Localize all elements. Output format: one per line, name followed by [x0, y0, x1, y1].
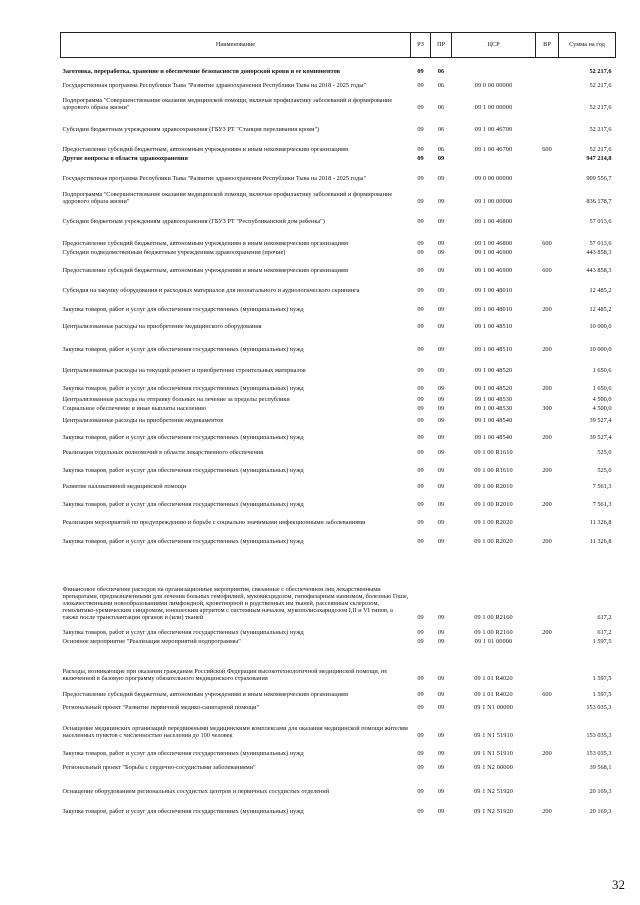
cell-vr: [536, 275, 559, 295]
cell-sum: 52 217,6: [589, 82, 612, 90]
table-row: [61, 58, 616, 76]
cell-sum: 4 500,0: [592, 405, 612, 413]
table-row: [61, 112, 616, 134]
cell-name: Закупка товаров, работ и услуг для обеспечения государственных (муниципальных) нужд: [62, 346, 304, 354]
cell-pr: 09: [437, 249, 445, 257]
cell-vr: 200: [542, 434, 552, 442]
cell-vr: [536, 90, 559, 112]
cell-name: Подпрограмма "Совершенствование оказания медицинской помощи, включая профилактику заболеваний и формирование здорового образа жизни": [62, 97, 393, 112]
cell-name: Подпрограмма "Совершенствование оказания медицинской помощи, включая профилактику заболеваний и формирование здорового образа жизни": [62, 191, 393, 206]
cell-sum: 1 597,5: [592, 691, 612, 699]
cell-vr: 200: [542, 629, 552, 637]
cell-name: Финансовое обеспечение расходов на организационные мероприятия, связанные с обеспечением лиц лекарственными препаратами, предназначенными для лечения больных гемофилией, муковисцидозом, гипофизарным нанизмом, болезнью Гоше, злокачественными новообразованиями лимфоидной, кроветворной и родственных им тканей, рассеянным склерозом, гемолитико-уремическим синдромом, юношеским артритом с системным началом, мукополисахаридозом I,II и VI типов, а также после трансплантации органов и (или) тканей: [62, 586, 409, 622]
cell-csr: 09 1 00 R2160: [474, 614, 513, 622]
cell-csr: 09 1 00 R1610: [474, 467, 513, 475]
table-row: [61, 712, 616, 740]
cell-vr: [536, 354, 559, 375]
cell-rz: 09: [417, 417, 424, 425]
cell-rz: 09: [417, 629, 424, 637]
cell-pr: 09: [437, 218, 445, 226]
table-row: [61, 527, 616, 546]
header-pr: ПР: [431, 33, 452, 58]
cell-name: Заготовка, переработка, хранение и обеспечение безопасности донорской крови и ее компонентов: [62, 68, 340, 76]
cell-name: Государственная программа Республики Тыва "Развитие здравоохранения Республики Тыва на 2018 - 2025 годы": [62, 82, 367, 90]
cell-vr: [536, 206, 559, 226]
cell-vr: [536, 163, 559, 183]
cell-name: Государственная программа Республики Тыва "Развитие здравоохранения Республики Тыва на 2018 - 2025 годы": [62, 175, 367, 183]
cell-name: Предоставление субсидий бюджетным, автономным учреждениям и иным некоммерческим организациям: [62, 691, 348, 699]
cell-vr: [536, 183, 559, 206]
cell-rz: 09: [417, 218, 424, 226]
header-sum: Сумма на год: [559, 33, 616, 58]
cell-vr: 600: [542, 240, 552, 248]
cell-name: Расходы, возникающие при оказании гражданам Российской Федерации высокотехнологичной медицинской помощи, не включенной в базовую программу обязательного медицинского страхования: [62, 668, 388, 683]
cell-sum: 1 650,6: [592, 367, 612, 375]
table-row: [61, 491, 616, 509]
cell-name: Социальное обеспечение и иные выплаты населению: [62, 405, 206, 413]
table-row: [61, 154, 616, 163]
cell-csr: 09 1 00 48540: [474, 417, 513, 425]
cell-pr: 09: [437, 538, 445, 546]
cell-pr: 06: [437, 146, 445, 154]
cell-csr: 09 1 00 R2020: [474, 519, 513, 527]
cell-csr: 09 1 00 00000: [474, 104, 513, 112]
cell-vr: [536, 646, 559, 683]
cell-rz: 09: [417, 155, 424, 163]
cell-sum: 39 527,4: [589, 417, 612, 425]
cell-name: Закупка товаров, работ и услуг для обеспечения государственных (муниципальных) нужд: [62, 467, 304, 475]
cell-csr: 09 0 00 00000: [474, 175, 513, 183]
cell-vr: [536, 637, 559, 646]
cell-sum: 57 013,6: [589, 240, 612, 248]
cell-name: Реализация мероприятий по предупреждению и борьбе с социально значимыми инфекционными заболеваниями: [62, 519, 366, 527]
cell-pr: 09: [437, 808, 445, 816]
cell-vr: [536, 154, 559, 163]
table-row: [61, 413, 616, 425]
cell-sum: 443 858,3: [586, 249, 612, 257]
cell-pr: 09: [437, 675, 445, 683]
cell-sum: 909 556,7: [586, 175, 612, 183]
cell-name: Субсидия на закупку оборудования и расходных материалов для неонатального и аудиологического скрининга: [62, 287, 360, 295]
cell-csr: 09 1 00 46900: [474, 249, 513, 257]
cell-pr: 09: [437, 483, 445, 491]
cell-pr: 09: [437, 449, 445, 457]
cell-pr: 09: [437, 764, 445, 772]
cell-sum: 52 217,6: [589, 104, 612, 112]
cell-vr: 200: [542, 538, 552, 546]
cell-csr: 09 1 01 00000: [474, 638, 513, 646]
cell-csr: 09 1 00 46800: [474, 240, 513, 248]
cell-vr: [536, 758, 559, 772]
cell-rz: 09: [417, 750, 424, 758]
cell-sum: 153 035,3: [586, 750, 612, 758]
cell-sum: 39 568,1: [589, 764, 612, 772]
cell-sum: 617,2: [597, 614, 612, 622]
cell-sum: 20 169,3: [589, 788, 612, 796]
cell-name: Предоставление субсидий бюджетным, автономным учреждениям и иным некоммерческим организациям: [62, 267, 348, 275]
cell-rz: 09: [417, 146, 424, 154]
cell-rz: 09: [417, 405, 424, 413]
cell-rz: 09: [417, 346, 424, 354]
cell-pr: 09: [437, 240, 445, 248]
cell-pr: 09: [437, 306, 445, 314]
cell-rz: 09: [417, 449, 424, 457]
table-row: [61, 295, 616, 314]
cell-rz: 09: [417, 240, 424, 248]
cell-name: Субсидии бюджетным учреждениям здравоохранения (ГБУЗ РТ "Республиканский дом ребенка"): [62, 218, 325, 226]
cell-vr: [536, 248, 559, 257]
cell-name: Закупка товаров, работ и услуг для обеспечения государственных (муниципальных) нужд: [62, 750, 304, 758]
cell-csr: 09 1 00 46700: [474, 126, 513, 134]
cell-name: Предоставление субсидий бюджетным, автономным учреждениям и иным некоммерческим организациям: [62, 146, 348, 154]
cell-sum: 153 035,3: [586, 732, 612, 740]
cell-pr: 06: [437, 104, 445, 112]
table-row: [61, 331, 616, 354]
cell-csr: 09 1 00 48520: [474, 367, 513, 375]
cell-csr: 09 1 01 R4020: [474, 691, 513, 699]
cell-vr: [536, 699, 559, 712]
cell-sum: 525,0: [597, 449, 612, 457]
cell-pr: 09: [437, 519, 445, 527]
cell-vr: 200: [542, 750, 552, 758]
table-row: [61, 275, 616, 295]
table-row: [61, 257, 616, 275]
cell-pr: 09: [437, 385, 445, 393]
table-row: [61, 740, 616, 758]
cell-pr: 09: [437, 704, 445, 712]
cell-pr: 06: [437, 82, 445, 90]
cell-csr: 09 1 N1 51910: [474, 732, 513, 740]
cell-vr: [536, 112, 559, 134]
cell-csr: 09 0 00 00000: [474, 82, 513, 90]
cell-vr: [536, 712, 559, 740]
cell-sum: 10 000,0: [589, 346, 612, 354]
cell-vr: [536, 546, 559, 622]
cell-name: Закупка товаров, работ и услуг для обеспечения государственных (муниципальных) нужд: [62, 501, 304, 509]
table-row: [61, 425, 616, 442]
cell-csr: 09 1 00 48540: [474, 434, 513, 442]
cell-name: Закупка товаров, работ и услуг для обеспечения государственных (муниципальных) нужд: [62, 538, 304, 546]
table-row: [61, 683, 616, 699]
cell-pr: 09: [437, 691, 445, 699]
cell-sum: 57 013,6: [589, 218, 612, 226]
cell-name: Другие вопросы в области здравоохранения: [62, 155, 188, 163]
cell-sum: 1 597,5: [592, 638, 612, 646]
cell-csr: 09 1 00 48010: [474, 287, 513, 295]
table-row: [61, 354, 616, 375]
cell-csr: 09 1 00 00000: [474, 198, 513, 206]
cell-csr: 09 1 N2 51920: [474, 808, 513, 816]
cell-pr: 09: [437, 346, 445, 354]
cell-rz: 09: [417, 126, 424, 134]
table-row: [61, 134, 616, 154]
cell-pr: 06: [437, 126, 445, 134]
cell-vr: [536, 58, 559, 76]
cell-sum: 617,2: [597, 629, 612, 637]
cell-csr: 09 1 00 48010: [474, 306, 513, 314]
cell-vr: 200: [542, 501, 552, 509]
table-row: [61, 622, 616, 637]
cell-rz: 09: [417, 519, 424, 527]
cell-sum: 443 858,3: [586, 267, 612, 275]
cell-name: Предоставление субсидий бюджетным, автономным учреждениям и иным некоммерческим организациям: [62, 240, 348, 248]
cell-rz: 09: [417, 396, 424, 404]
cell-name: Региональный проект "Развитие первичной медико-санитарной помощи": [62, 704, 260, 712]
cell-rz: 09: [417, 82, 424, 90]
table-row: [61, 393, 616, 404]
cell-vr: 200: [542, 467, 552, 475]
cell-name: Закупка товаров, работ и услуг для обеспечения государственных (муниципальных) нужд: [62, 385, 304, 393]
table-row: [61, 699, 616, 712]
cell-pr: 09: [437, 750, 445, 758]
cell-sum: 12 485,2: [589, 287, 612, 295]
cell-vr: [536, 509, 559, 527]
cell-csr: 09 1 00 R2010: [474, 501, 513, 509]
cell-rz: 09: [417, 385, 424, 393]
header-csr: ЦСР: [452, 33, 536, 58]
table-row: [61, 404, 616, 413]
cell-name: Централизованные расходы на приобретение медицинского оборудования: [62, 323, 262, 331]
header-rz: РЗ: [411, 33, 431, 58]
cell-sum: 11 326,8: [589, 519, 612, 527]
table-row: [61, 457, 616, 475]
cell-sum: 10 000,0: [589, 323, 612, 331]
cell-pr: 09: [437, 629, 445, 637]
cell-csr: 09 1 00 48530: [474, 396, 513, 404]
budget-table: [60, 32, 616, 816]
cell-rz: 09: [417, 367, 424, 375]
cell-rz: 09: [417, 483, 424, 491]
table-row: [61, 637, 616, 646]
cell-csr: 09 1 N2 00000: [474, 764, 513, 772]
table-row: [61, 796, 616, 816]
cell-vr: [536, 442, 559, 457]
cell-name: Региональный проект "Борьба с сердечно-сосудистыми заболеваниями": [62, 764, 256, 772]
cell-csr: 09 1 N2 51920: [474, 788, 513, 796]
cell-sum: 12 485,2: [589, 306, 612, 314]
cell-vr: 600: [542, 267, 552, 275]
cell-csr: 09 1 00 R2020: [474, 538, 513, 546]
cell-vr: [536, 393, 559, 404]
cell-pr: 09: [437, 267, 445, 275]
cell-pr: 09: [437, 396, 445, 404]
cell-pr: 09: [437, 323, 445, 331]
table-row: [61, 772, 616, 796]
cell-sum: 52 217,6: [589, 146, 612, 154]
cell-sum: 20 169,3: [589, 808, 612, 816]
cell-csr: 09 1 00 48510: [474, 323, 513, 331]
cell-vr: 200: [542, 385, 552, 393]
cell-sum: 7 561,3: [592, 501, 612, 509]
table-row: [61, 226, 616, 248]
cell-pr: 09: [437, 638, 445, 646]
cell-csr: 09 1 00 R1610: [474, 449, 513, 457]
cell-rz: 09: [417, 691, 424, 699]
cell-pr: 09: [437, 467, 445, 475]
cell-sum: 947 214,8: [586, 155, 612, 163]
page-number: 32: [612, 877, 625, 892]
cell-csr: 09 1 00 R2160: [474, 629, 513, 637]
cell-vr: 200: [542, 808, 552, 816]
cell-pr: 09: [437, 155, 445, 163]
table-row: [61, 475, 616, 491]
cell-csr: 09 1 N1 00000: [474, 704, 513, 712]
cell-rz: 09: [417, 198, 424, 206]
cell-sum: 1 650,6: [592, 385, 612, 393]
cell-name: Централизованные расходы на отправку больных на лечение за пределы республики: [62, 396, 290, 404]
cell-name: Развитие паллиативной медицинской помощи: [62, 483, 186, 491]
cell-name: Реализация отдельных полномочий в области лекарственного обеспечения: [62, 449, 264, 457]
cell-rz: 09: [417, 704, 424, 712]
cell-name: Централизованные расходы на текущий ремонт и приобретение строительных материалов: [62, 367, 306, 375]
cell-vr: [536, 475, 559, 491]
cell-name: Централизованные расходы на приобретение медикаментов: [62, 417, 224, 425]
cell-sum: 836 178,7: [586, 198, 612, 206]
cell-rz: 09: [417, 808, 424, 816]
table-row: [61, 758, 616, 772]
cell-pr: 09: [437, 501, 445, 509]
cell-rz: 09: [417, 732, 424, 740]
table-row: [61, 314, 616, 331]
cell-sum: 11 326,8: [589, 538, 612, 546]
cell-sum: 525,0: [597, 467, 612, 475]
cell-rz: 09: [417, 175, 424, 183]
header-name: Наименование: [61, 33, 411, 58]
cell-rz: 09: [417, 675, 424, 683]
cell-name: Закупка товаров, работ и услуг для обеспечения государственных (муниципальных) нужд: [62, 306, 304, 314]
cell-pr: 09: [437, 434, 445, 442]
cell-sum: 7 561,3: [592, 483, 612, 491]
cell-rz: 09: [417, 287, 424, 295]
cell-rz: 09: [417, 249, 424, 257]
cell-pr: 09: [437, 198, 445, 206]
cell-sum: 4 500,0: [592, 396, 612, 404]
cell-sum: 52 217,6: [589, 126, 612, 134]
cell-vr: 300: [542, 405, 552, 413]
cell-vr: [536, 314, 559, 331]
table-header-row: [61, 33, 616, 58]
cell-rz: 09: [417, 764, 424, 772]
cell-csr: [452, 58, 536, 76]
cell-rz: 09: [417, 104, 424, 112]
cell-pr: 09: [437, 614, 445, 622]
table-row: [61, 546, 616, 622]
cell-pr: 09: [437, 417, 445, 425]
cell-csr: 09 1 00 48510: [474, 346, 513, 354]
cell-name: Закупка товаров, работ и услуг для обеспечения государственных (муниципальных) нужд: [62, 629, 304, 637]
table-row: [61, 206, 616, 226]
cell-name: Субсидии бюджетным учреждениям здравоохранения (ГБУЗ РТ "Станция переливания крови"): [62, 126, 320, 134]
cell-name: Основное мероприятие "Реализация мероприятий подпрограммы": [62, 638, 241, 646]
cell-rz: 09: [417, 434, 424, 442]
cell-csr: 09 1 N1 51910: [474, 750, 513, 758]
cell-csr: 09 1 00 R2010: [474, 483, 513, 491]
table-row: [61, 183, 616, 206]
table-row: [61, 163, 616, 183]
cell-vr: 200: [542, 306, 552, 314]
cell-csr: 09 1 00 48520: [474, 385, 513, 393]
cell-rz: 09: [417, 323, 424, 331]
cell-name: Оснащение медицинских организаций передвижными медицинскими комплексами для оказания медицинской помощи жителям населенных пунктов с численностью населения до 100 человек: [62, 725, 408, 740]
cell-vr: 200: [542, 346, 552, 354]
cell-vr: [536, 413, 559, 425]
cell-pr: 09: [437, 405, 445, 413]
table-row: [61, 375, 616, 393]
cell-rz: 09: [417, 267, 424, 275]
cell-name: Закупка товаров, работ и услуг для обеспечения государственных (муниципальных) нужд: [62, 434, 304, 442]
cell-pr: 09: [437, 175, 445, 183]
cell-rz: 09: [417, 467, 424, 475]
cell-rz: 09: [417, 538, 424, 546]
cell-sum: 153 035,3: [586, 704, 612, 712]
cell-rz: 09: [417, 638, 424, 646]
cell-pr: 09: [437, 367, 445, 375]
cell-name: Оснащение оборудованием региональных сосудистых центров и первичных сосудистых отделений: [62, 788, 330, 796]
cell-vr: 600: [542, 146, 552, 154]
cell-vr: [536, 772, 559, 796]
cell-sum: 1 597,5: [592, 675, 612, 683]
cell-csr: 09 1 00 46700: [474, 146, 513, 154]
cell-csr: 09 1 01 R4020: [474, 675, 513, 683]
cell-csr: 09 1 00 46900: [474, 267, 513, 275]
cell-sum: 52 217,6: [589, 68, 612, 76]
cell-pr: 06: [437, 68, 445, 76]
table-row: [61, 248, 616, 257]
cell-vr: 600: [542, 691, 552, 699]
cell-pr: 09: [437, 788, 445, 796]
cell-csr: 09 1 00 48530: [474, 405, 513, 413]
cell-sum: 39 527,4: [589, 434, 612, 442]
cell-name: Субсидии подведомственным бюджетным учреждениям здравоохранения (прочие): [62, 249, 286, 257]
cell-rz: 09: [417, 306, 424, 314]
cell-csr: 09 1 00 46800: [474, 218, 513, 226]
cell-pr: 09: [437, 287, 445, 295]
cell-rz: 09: [417, 614, 424, 622]
cell-name: Закупка товаров, работ и услуг для обеспечения государственных (муниципальных) нужд: [62, 808, 304, 816]
header-vr: ВР: [536, 33, 559, 58]
table-row: [61, 90, 616, 112]
cell-vr: [536, 76, 559, 90]
table-row: [61, 509, 616, 527]
cell-rz: 09: [417, 788, 424, 796]
table-row: [61, 76, 616, 90]
cell-pr: 09: [437, 732, 445, 740]
cell-rz: 09: [417, 68, 424, 76]
table-row: [61, 442, 616, 457]
cell-rz: 09: [417, 501, 424, 509]
cell-csr: [452, 154, 536, 163]
table-row: [61, 646, 616, 683]
